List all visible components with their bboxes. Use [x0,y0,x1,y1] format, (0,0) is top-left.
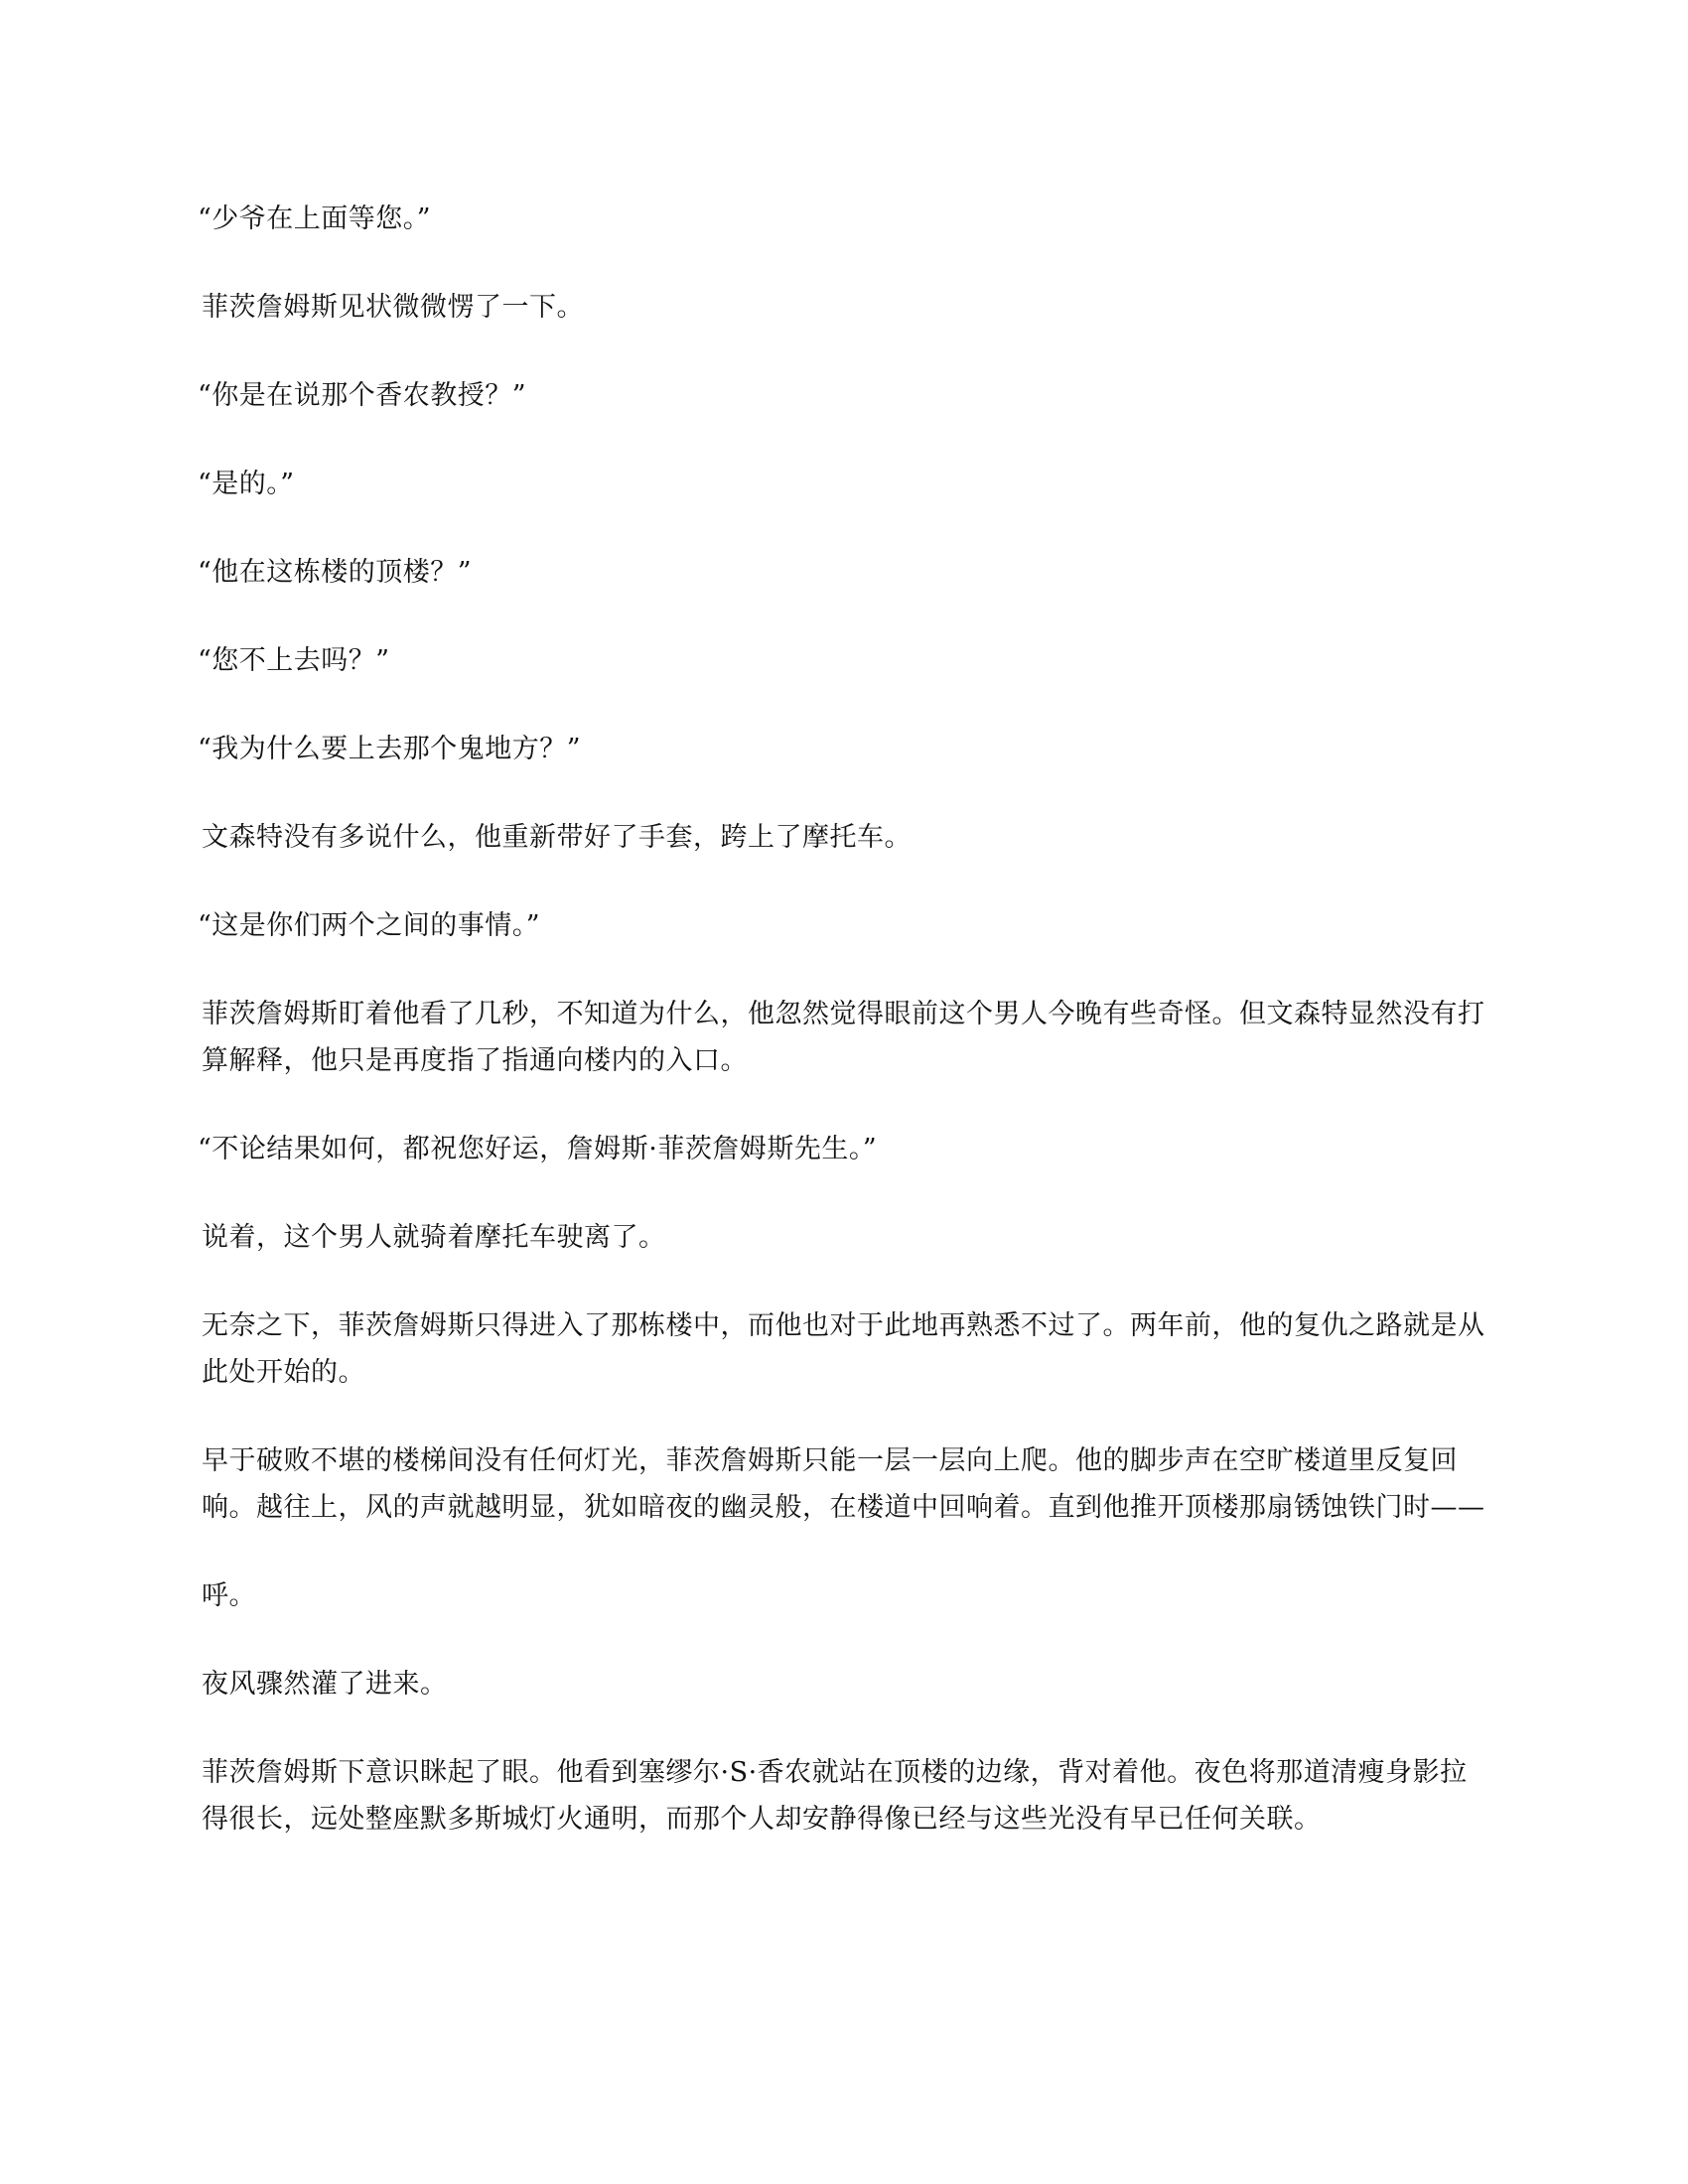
paragraph: 夜风骤然灌了进来。 [202,1669,448,1700]
paragraph: 早于破败不堪的楼梯间没有任何灯光，菲茨詹姆斯只能一层一层向上爬。他的脚步声在空旷楼道里反复回响。越往上，风的声就越明显，犹如暗夜的幽灵般，在楼道中回响着。直到他推开顶楼那扇锈蚀铁门时—— [202,1445,1485,1523]
paragraph: “少爷在上面等您。” [198,204,432,234]
paragraph: “您不上去吗？” [198,645,390,676]
paragraph: “这是你们两个之间的事情。” [198,910,541,941]
paragraph: “不论结果如何，都祝您好运，詹姆斯·菲茨詹姆斯先生。” [198,1134,878,1164]
paragraph: 菲茨詹姆斯盯着他看了几秒，不知道为什么，他忽然觉得眼前这个男人今晚有些奇怪。但文森特显然没有打算解释，他只是再度指了指通向楼内的入口。 [202,999,1485,1076]
paragraph: 无奈之下，菲茨詹姆斯只得进入了那栋楼中，而他也对于此地再熟悉不过了。两年前，他的复仇之路就是从此处开始的。 [202,1310,1485,1388]
paragraph: 呼。 [202,1580,256,1611]
paragraph: 菲茨詹姆斯见状微微愣了一下。 [202,292,584,323]
paragraph: “我为什么要上去那个鬼地方？” [198,734,582,764]
paragraph: “你是在说那个香农教授？” [198,380,527,411]
text-body [198,196,1492,1884]
paragraph: “是的。” [198,469,295,499]
paragraph: 说着，这个男人就骑着摩托车驶离了。 [202,1222,666,1253]
paragraph: 文森特没有多说什么，他重新带好了手套，跨上了摩托车。 [202,822,912,853]
paragraph: 菲茨詹姆斯下意识眯起了眼。他看到塞缪尔·S·香农就站在顶楼的边缘，背对着他。夜色将那道清瘦身影拉得很长，远处整座默多斯城灯火通明，而那个人却安静得像已经与这些光没有早已任何关联。 [202,1757,1468,1835]
paragraph: “他在这栋楼的顶楼？” [198,557,473,588]
